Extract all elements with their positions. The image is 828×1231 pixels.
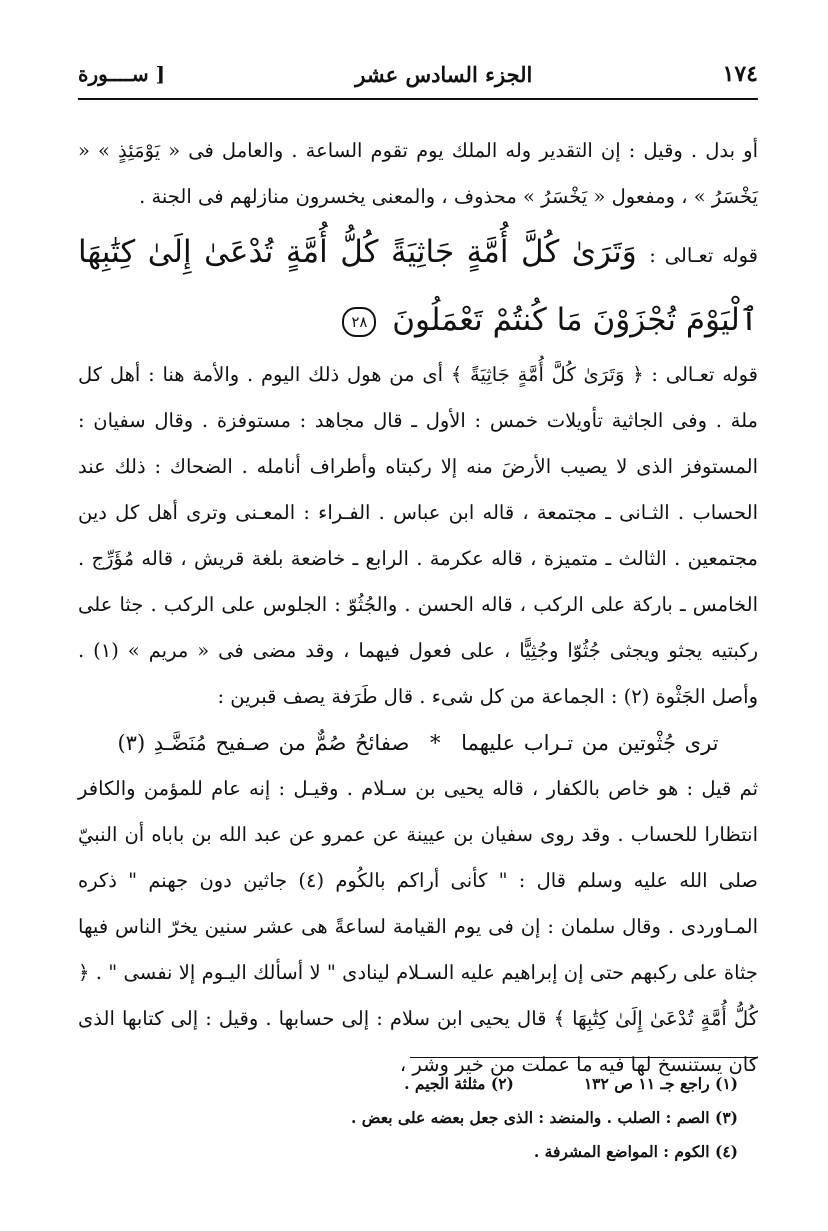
footnote-4: (٤) الكوم : المواضع المشرفة . <box>533 1142 738 1161</box>
footnote-row <box>78 1067 738 1101</box>
page-body <box>78 128 758 1088</box>
poem-second-hemistich: صفائحُ صُمٌّ من صـفيح مُنَضَّـدِ (٣) <box>117 731 410 755</box>
running-title: الجزء السادس عشر <box>355 61 533 87</box>
footnotes <box>78 1067 738 1169</box>
poem-line <box>78 720 758 766</box>
footnote-3: (٣) الصم : الصلب . والمنضد : الذى جعل بعضه على بعض . <box>350 1108 738 1127</box>
poem-separator: * <box>429 731 441 755</box>
verse-number: ٢٨ <box>342 307 376 337</box>
page-header <box>78 52 758 96</box>
page-number: ١٧٤ <box>722 61 758 87</box>
verse-label: قوله تعـالى : <box>649 244 758 267</box>
header-rule <box>78 98 758 100</box>
paragraph-2: قوله تعـالى : ﴿ وَتَرَىٰ كُلَّ أُمَّةٍ جَاثِيَةً ﴾ أى من هول ذلك اليوم . والأمة هنا : أهل كل ملة . وفى الجاثية تأويلات خمس : الأول ـ قال مجاهد : مستوفزة . وقال سفيان : المستوفز الذى لا يصيب الأرضَ منه إلا ركبتاه وأطراف أنامله . الضحاك : ذلك عند الحساب . الثـانى ـ مجتمعة ، قاله ابن عباس . الفـراء : المعـنى وترى أهل كل دين مجتمعين . الثالث ـ متميزة ، قاله عكرمة . الرابع ـ خاضعة بلغة قريش ، قاله مُؤَرِّج . الخامس ـ باركة على الركب ، قاله الحسن . والجُثُوّ : الجلوس على الركب . جثا على ركبتيه يجثو ويجثى جُثُوّا وجُثِيًّا ، على فعول فيهما ، وقد مضى فى « مريم » (١) . وأصل الجَثْوة (٢) : الجماعة من كل شىء . قال طَرَفة يصف قبرين : <box>78 363 758 708</box>
footnote-rule <box>410 1057 758 1058</box>
surah-label: [ ســــورة <box>78 62 166 86</box>
quran-verse <box>78 220 758 352</box>
footnote-2: (٢) مثلثة الجيم . <box>404 1074 514 1093</box>
paragraph-3: ثم قيل : هو خاص بالكفار ، قاله يحيى بن سـلام . وقيـل : إنه عام للمؤمن والكافر انتظارا للحساب . وقد روى سفيان بن عيينة عن عمرو عن عبد الله بن باباه أن النبيّ صلى الله عليه وسلم قال : " كأنى أراكم بالكُوم (٤) جاثين دون جهنم " ذكره المـاوردى . وقال سلمان : إن فى يوم القيامة لساعةً هى عشر سنين يخرّ الناس فيها جثاة على ركبهم حتى إن إبراهيم عليه السـلام لينادى " لا أسألك اليـوم إلا نفسى " . ﴿ كُلُّ أُمَّةٍ تُدْعَىٰ إِلَىٰ كِتَٰبِهَا ﴾ قال يحيى ابن سلام : إلى حسابها . وقيل : إلى كتابها الذى كان يستنسخ لها فيه ما عملت من خير وشر ، <box>78 777 758 1076</box>
poem-first-hemistich: ترى جُثْوتين من تـراب عليهما <box>461 731 719 755</box>
verse-text: وَتَرَىٰ كُلَّ أُمَّةٍ جَاثِيَةً كُلُّ أُمَّةٍ تُدْعَىٰ إِلَىٰ كِتَٰبِهَا ٱلْيَوْمَ تُجْزَوْنَ مَا كُنتُمْ تَعْمَلُونَ <box>78 234 758 338</box>
paragraph-1: أو بدل . وقيل : إن التقدير وله الملك يوم تقوم الساعة . والعامل فى « يَوْمَئِذٍ » « يَخْسَرُ » ، ومفعول « يَخْسَرُ » محذوف ، والمعنى يخسرون منازلهم فى الجنة . <box>78 139 758 208</box>
footnote-1: (١) راجع جـ ١١ ص ١٣٢ <box>583 1074 738 1093</box>
